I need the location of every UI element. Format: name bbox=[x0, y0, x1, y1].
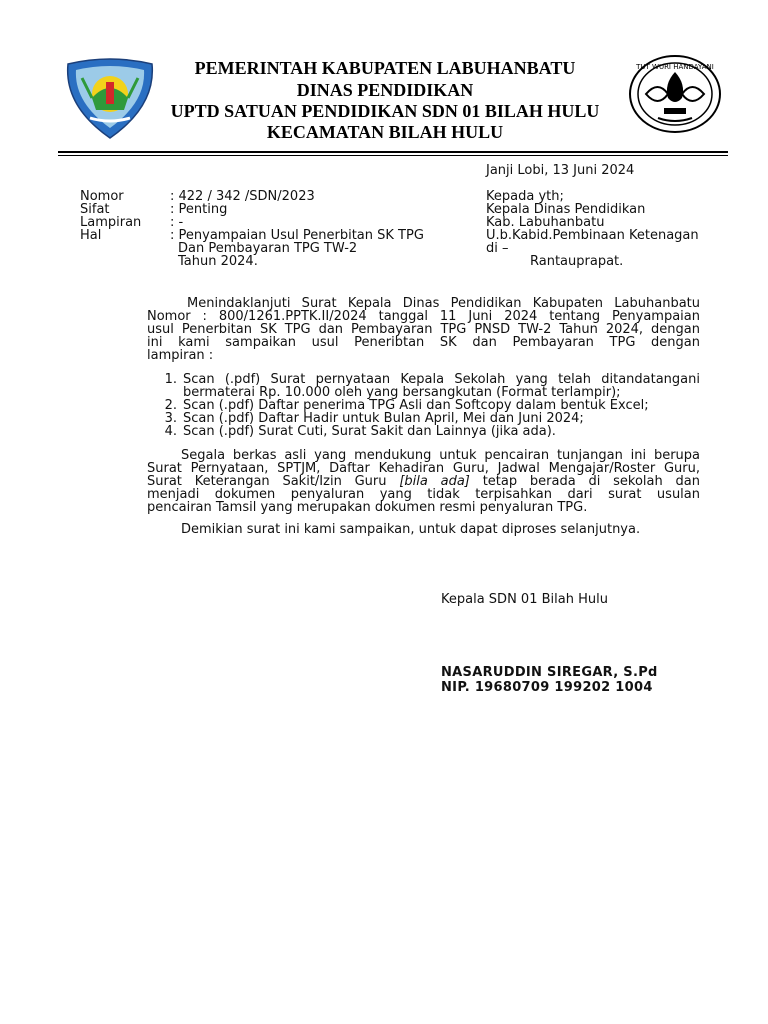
letter-date: Janji Lobi, 13 Juni 2024 bbox=[486, 163, 635, 178]
list-item bbox=[147, 425, 700, 438]
para2-line-3c: tetap berada di sekolah dan bbox=[482, 474, 700, 489]
letterhead-rule-thick bbox=[58, 151, 728, 153]
list-text-line: Scan (.pdf) Daftar Hadir untuk Bulan April, Mei dan Juni 2024; bbox=[183, 411, 584, 426]
nomor-value: : 422 / 342 /SDN/2023 bbox=[170, 189, 315, 204]
para2-line-3a: Surat Keterangan Sakit/Izin Guru bbox=[147, 474, 387, 489]
body-paragraph-1 bbox=[147, 297, 700, 362]
sifat-value: : Penting bbox=[170, 202, 228, 217]
para2-line-1: Segala berkas asli yang mendukung untuk pencairan tunjangan ini berupa bbox=[181, 448, 700, 463]
signature-name: NASARUDDIN SIREGAR, S.Pd bbox=[441, 665, 658, 680]
list-text-line: bermaterai Rp. 10.000 oleh yang bersangkutan (Format terlampir); bbox=[183, 385, 621, 400]
tut-wuri-text: TUT WURI HANDAYANI bbox=[636, 63, 714, 71]
hal-value-line-2: Dan Pembayaran TPG TW-2 bbox=[178, 241, 358, 256]
letterhead-rule-thin bbox=[58, 155, 728, 156]
lampiran-label: Lampiran bbox=[80, 215, 142, 230]
hal-value-line-3: Tahun 2024. bbox=[178, 254, 258, 269]
para1-line-4: ini kami sampaikan usul Peneribtan SK dan Pembayaran TPG dengan bbox=[147, 335, 700, 350]
para1-line-5: lampiran : bbox=[147, 348, 214, 363]
list-number: 2. bbox=[164, 398, 177, 413]
signature-nip: NIP. 19680709 199202 1004 bbox=[441, 680, 653, 695]
attachment-list bbox=[147, 373, 700, 438]
list-number: 3. bbox=[164, 411, 177, 426]
recipient-line-6: Rantauprapat. bbox=[530, 254, 624, 269]
letterhead-line-2: DINAS PENDIDIKAN bbox=[296, 80, 474, 100]
list-text-line: Scan (.pdf) Surat pernyataan Kepala Sekolah yang telah ditandatangani bbox=[183, 372, 700, 387]
recipient-line-2: Kepala Dinas Pendidikan bbox=[486, 202, 646, 217]
para1-line-3: usul Penerbitan SK TPG dan Pembayaran TPG PNSD TW-2 Tahun 2024, dengan bbox=[147, 322, 700, 337]
signature-title: Kepala SDN 01 Bilah Hulu bbox=[441, 592, 608, 607]
letterhead-line-4: KECAMATAN BILAH HULU bbox=[266, 122, 504, 142]
list-number: 1. bbox=[164, 372, 177, 387]
recipient-line-3: Kab. Labuhanbatu bbox=[486, 215, 605, 230]
para2-line-2: Surat Pernyataan, SPTJM, Daftar Kehadiran Guru, Jadwal Mengajar/Roster Guru, bbox=[147, 461, 700, 476]
para2-line-5: pencairan Tamsil yang merupakan dokumen resmi penyaluran TPG. bbox=[147, 500, 588, 515]
list-text-line: Scan (.pdf) Daftar penerima TPG Asli dan Softcopy dalam bentuk Excel; bbox=[183, 398, 649, 413]
recipient-line-1: Kepada yth; bbox=[486, 189, 564, 204]
list-number: 4. bbox=[164, 424, 177, 439]
para2-line-3b: [bila ada] bbox=[399, 474, 470, 489]
body-paragraph-2 bbox=[147, 449, 700, 514]
list-item bbox=[147, 373, 700, 399]
letterhead-line-3: UPTD SATUAN PENDIDIKAN SDN 01 BILAH HULU bbox=[170, 101, 600, 121]
para1-line-2: Nomor : 800/1261.PPTK.II/2024 tanggal 11 Juni 2024 tentang Penyampaian bbox=[147, 309, 700, 324]
list-text-line: Scan (.pdf) Surat Cuti, Surat Sakit dan Lainnya (jika ada). bbox=[183, 424, 556, 439]
recipient-line-4: U.b.Kabid.Pembinaan Ketenagan bbox=[486, 228, 699, 243]
sifat-label: Sifat bbox=[80, 202, 110, 217]
nomor-label: Nomor bbox=[80, 189, 124, 204]
hal-value-line-1: : Penyampaian Usul Penerbitan SK TPG bbox=[170, 228, 424, 243]
para2-line-4: menjadi dokumen penyaluran yang tidak terpisahkan dari surat usulan bbox=[147, 487, 700, 502]
recipient-line-5: di – bbox=[486, 241, 509, 256]
letterhead-line-1: PEMERINTAH KABUPATEN LABUHANBATU bbox=[194, 58, 576, 78]
tut-wuri-handayani-logo bbox=[628, 54, 722, 134]
lampiran-value: : - bbox=[170, 215, 184, 230]
hal-label: Hal bbox=[80, 228, 102, 243]
labuhanbatu-emblem-logo bbox=[60, 58, 160, 140]
para1-line-1: Menindaklanjuti Surat Kepala Dinas Pendidikan Kabupaten Labuhanbatu bbox=[187, 296, 700, 311]
body-paragraph-3: Demikian surat ini kami sampaikan, untuk dapat diproses selanjutnya. bbox=[181, 522, 641, 537]
